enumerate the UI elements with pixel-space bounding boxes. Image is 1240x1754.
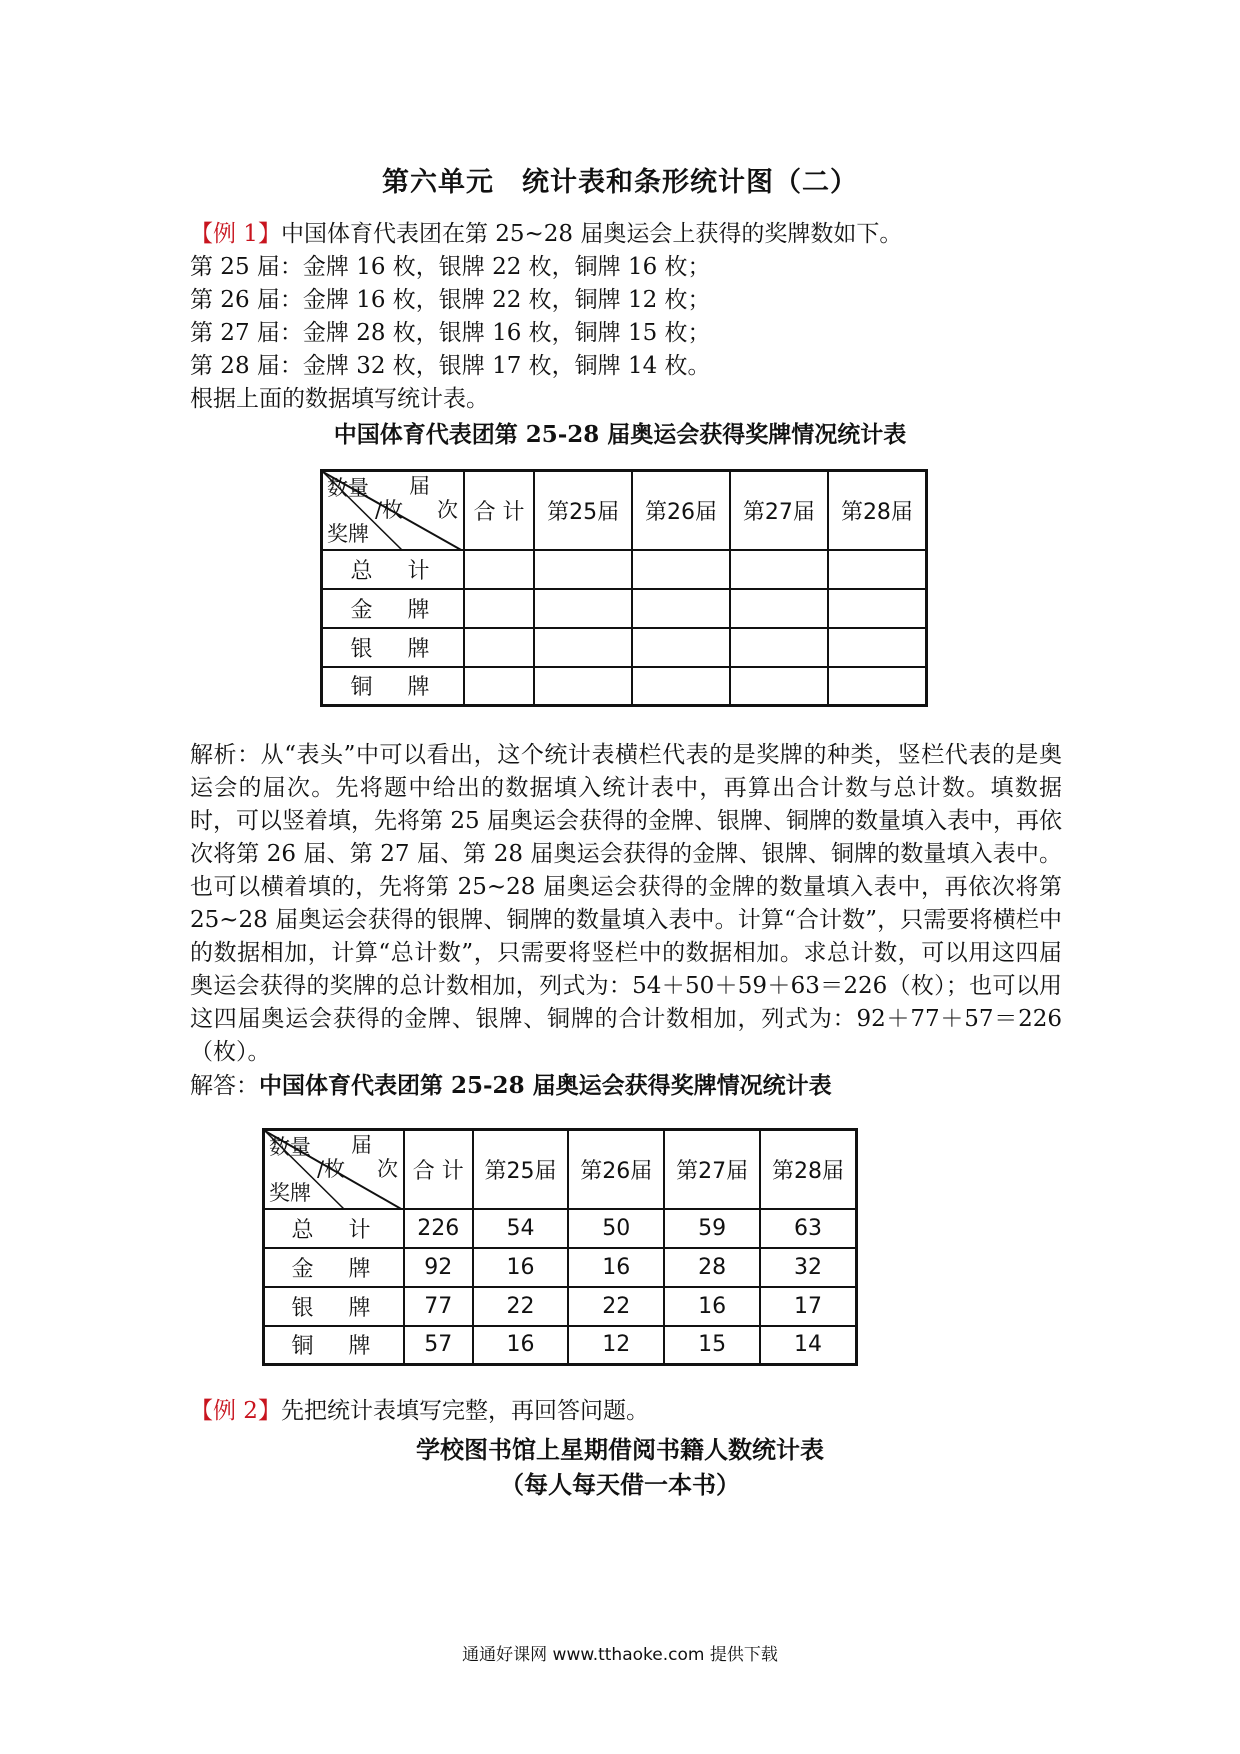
cell-value: 22 bbox=[568, 1287, 664, 1326]
example1-line-1: 第 25 届：金牌 16 枚，银牌 22 枚，铜牌 16 枚； bbox=[190, 254, 711, 280]
cell-value: 28 bbox=[664, 1248, 760, 1287]
cell-value: 77 bbox=[404, 1287, 473, 1326]
blank-cell[interactable] bbox=[464, 667, 534, 706]
blank-cell[interactable] bbox=[534, 550, 632, 589]
table-row bbox=[264, 1209, 857, 1248]
cell-value: 32 bbox=[760, 1248, 857, 1287]
corner-label-times: 次 bbox=[377, 1157, 398, 1181]
example1-intro-line bbox=[190, 218, 1070, 251]
row-label-silver: 银 牌 bbox=[264, 1287, 405, 1326]
blank-cell[interactable] bbox=[534, 628, 632, 667]
row-label-total: 总 计 bbox=[322, 550, 465, 589]
blank-cell[interactable] bbox=[730, 667, 828, 706]
blank-cell[interactable] bbox=[464, 550, 534, 589]
example2-intro: 先把统计表填写完整，再回答问题。 bbox=[280, 1398, 649, 1424]
blank-cell[interactable] bbox=[534, 667, 632, 706]
footer-credit: 通通好课网 www.tthaoke.com 提供下载 bbox=[462, 1645, 778, 1665]
blank-cell[interactable] bbox=[632, 550, 730, 589]
corner-label-quantity: 数量 bbox=[269, 1135, 311, 1159]
col-header-total: 合 计 bbox=[464, 471, 534, 550]
col-header-total: 合 计 bbox=[404, 1130, 473, 1209]
blank-cell[interactable] bbox=[730, 628, 828, 667]
row-label-total: 总 计 bbox=[264, 1209, 405, 1248]
example1-line-2: 第 26 届：金牌 16 枚，银牌 22 枚，铜牌 12 枚； bbox=[190, 287, 711, 313]
table-row bbox=[264, 1248, 857, 1287]
table-row bbox=[322, 667, 927, 706]
col-header-28: 第28届 bbox=[828, 471, 927, 550]
corner-label-medal: 奖牌 bbox=[327, 522, 369, 546]
corner-label-session: 届 bbox=[409, 474, 430, 498]
table-row bbox=[322, 628, 927, 667]
row-label-gold: 金 牌 bbox=[322, 589, 465, 628]
cell-value: 16 bbox=[473, 1326, 569, 1365]
medal-table-blank bbox=[320, 469, 928, 707]
answer-prefix: 解答： bbox=[190, 1073, 259, 1099]
row-label-bronze: 铜 牌 bbox=[264, 1326, 405, 1365]
blank-cell[interactable] bbox=[632, 628, 730, 667]
blank-cell[interactable] bbox=[828, 589, 927, 628]
blank-cell[interactable] bbox=[464, 589, 534, 628]
blank-cell[interactable] bbox=[464, 628, 534, 667]
cell-value: 16 bbox=[473, 1248, 569, 1287]
cell-value: 14 bbox=[760, 1326, 857, 1365]
table-row bbox=[322, 589, 927, 628]
example2-tag: 【例 2】 bbox=[190, 1398, 281, 1424]
page-title: 第六单元 统计表和条形统计图（二） bbox=[382, 167, 858, 198]
corner-label-session: 届 bbox=[351, 1133, 372, 1157]
col-header-26: 第26届 bbox=[632, 471, 730, 550]
cell-value: 92 bbox=[404, 1248, 473, 1287]
example2-intro-line bbox=[190, 1395, 1070, 1428]
row-label-silver: 银 牌 bbox=[322, 628, 465, 667]
cell-value: 12 bbox=[568, 1326, 664, 1365]
example1-line-5: 根据上面的数据填写统计表。 bbox=[190, 386, 489, 412]
corner-label-unit: /枚 bbox=[317, 1157, 346, 1181]
corner-label-unit: /枚 bbox=[375, 498, 404, 522]
col-header-26: 第26届 bbox=[568, 1130, 664, 1209]
cell-value: 54 bbox=[473, 1209, 569, 1248]
example1-tag: 【例 1】 bbox=[190, 221, 281, 247]
row-label-bronze: 铜 牌 bbox=[322, 667, 465, 706]
col-header-25: 第25届 bbox=[534, 471, 632, 550]
blank-cell[interactable] bbox=[730, 550, 828, 589]
answer-line bbox=[190, 1069, 832, 1103]
corner-label-medal: 奖牌 bbox=[269, 1181, 311, 1205]
cell-value: 16 bbox=[568, 1248, 664, 1287]
corner-label-quantity: 数量 bbox=[327, 476, 369, 500]
row-label-gold: 金 牌 bbox=[264, 1248, 405, 1287]
example1-line-4: 第 28 届：金牌 32 枚，银牌 17 枚，铜牌 14 枚。 bbox=[190, 353, 711, 379]
col-header-27: 第27届 bbox=[730, 471, 828, 550]
corner-label-times: 次 bbox=[437, 498, 458, 522]
cell-value: 226 bbox=[404, 1209, 473, 1248]
medal-table-filled bbox=[262, 1128, 858, 1366]
blank-cell[interactable] bbox=[534, 589, 632, 628]
example2-table-subtitle: （每人每天借一本书） bbox=[500, 1470, 740, 1499]
table-corner-header bbox=[264, 1130, 405, 1209]
answer-table-title: 中国体育代表团第 25-28 届奥运会获得奖牌情况统计表 bbox=[259, 1072, 832, 1099]
blank-cell[interactable] bbox=[828, 550, 927, 589]
cell-value: 16 bbox=[664, 1287, 760, 1326]
col-header-25: 第25届 bbox=[473, 1130, 569, 1209]
cell-value: 59 bbox=[664, 1209, 760, 1248]
table-row bbox=[322, 550, 927, 589]
cell-value: 63 bbox=[760, 1209, 857, 1248]
cell-value: 57 bbox=[404, 1326, 473, 1365]
table1-title: 中国体育代表团第 25-28 届奥运会获得奖牌情况统计表 bbox=[333, 421, 907, 448]
cell-value: 17 bbox=[760, 1287, 857, 1326]
cell-value: 15 bbox=[664, 1326, 760, 1365]
example1-line-3: 第 27 届：金牌 28 枚，银牌 16 枚，铜牌 15 枚； bbox=[190, 320, 711, 346]
col-header-28: 第28届 bbox=[760, 1130, 857, 1209]
table-corner-header bbox=[322, 471, 465, 550]
blank-cell[interactable] bbox=[632, 667, 730, 706]
table-row bbox=[264, 1287, 857, 1326]
blank-cell[interactable] bbox=[730, 589, 828, 628]
analysis-paragraph: 解析：从“表头”中可以看出，这个统计表横栏代表的是奖牌的种类，竖栏代表的是奥运会的届次。先将题中给出的数据填入统计表中，再算出合计数与总计数。填数据时，可以竖着填，先将第 25 届奥运会获得的金牌、银牌、铜牌的数量填入表中，再依次将第 26 届、第 27 届、第 28 届奥运会获得的金牌、银牌、铜牌的数量填入表中。也可以横着填的，先将第 25~28 届奥运会获得的金牌的数量填入表中，再依次将第 25~28 届奥运会获得的银牌、铜牌的数量填入表中。计算“合计数”，只需要将横栏中的数据相加，计算“总计数”，只需要将竖栏中的数据相加。求总计数，可以用这四届奥运会获得的奖牌的总计数相加，列式为：54＋50＋59＋63＝226（枚）；也可以用这四届奥运会获得的金牌、银牌、铜牌的合计数相加，列式为：92＋77＋57＝226（枚）。 bbox=[190, 742, 1062, 1065]
table-row bbox=[264, 1326, 857, 1365]
example2-table-title: 学校图书馆上星期借阅书籍人数统计表 bbox=[416, 1435, 824, 1464]
col-header-27: 第27届 bbox=[664, 1130, 760, 1209]
blank-cell[interactable] bbox=[828, 628, 927, 667]
blank-cell[interactable] bbox=[632, 589, 730, 628]
cell-value: 50 bbox=[568, 1209, 664, 1248]
blank-cell[interactable] bbox=[828, 667, 927, 706]
cell-value: 22 bbox=[473, 1287, 569, 1326]
example1-intro: 中国体育代表团在第 25~28 届奥运会上获得的奖牌数如下。 bbox=[280, 221, 903, 247]
